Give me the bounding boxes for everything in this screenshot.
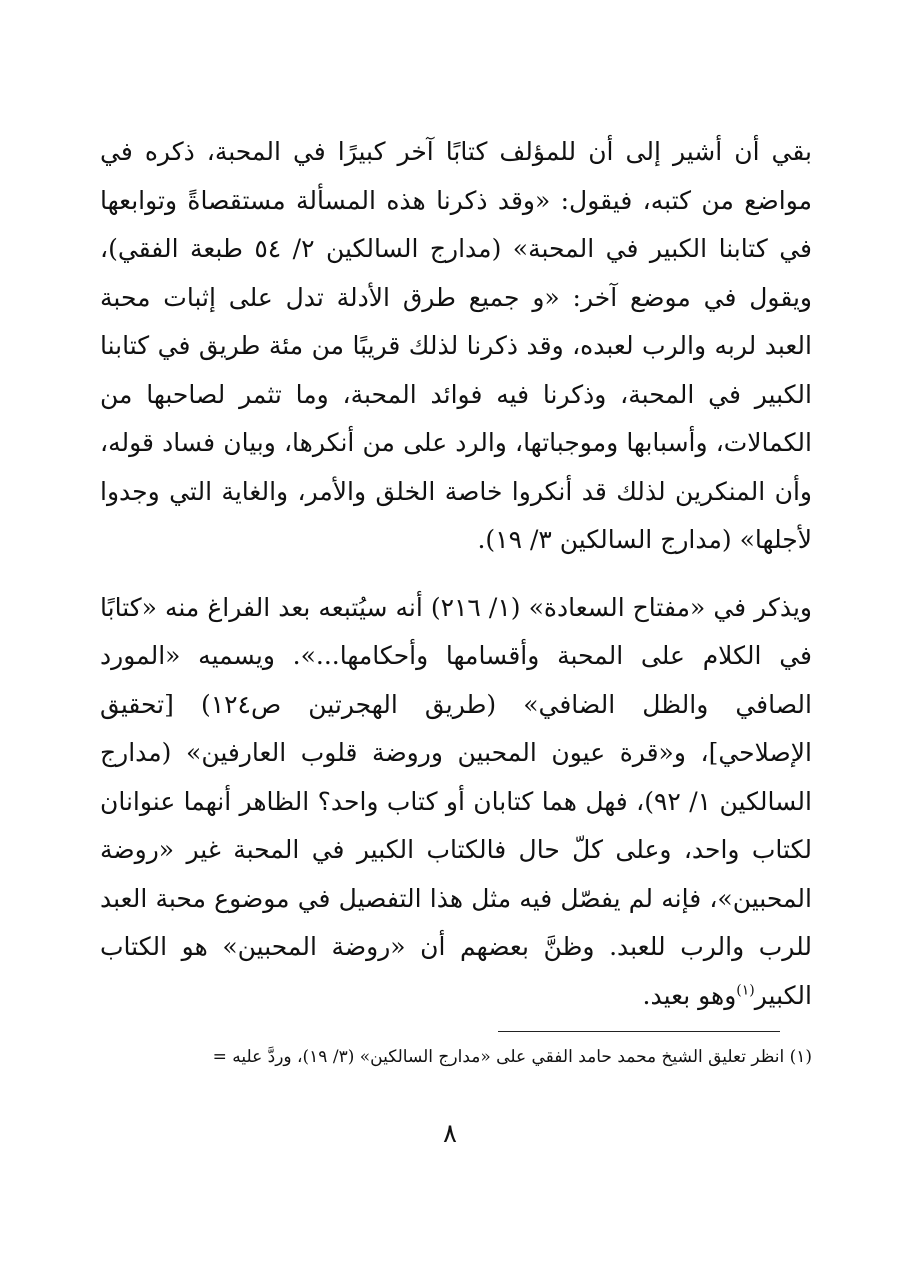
footnote-reference: (١)	[736, 982, 755, 999]
paragraph-1: بقي أن أشير إلى أن للمؤلف كتابًا آخر كبيرًا في المحبة، ذكره في مواضع من كتبه، فيقول: «وقد ذكرنا هذه المسألة مستقصاةً وتوابعها في كتابنا الكبير في المحبة» (مدارج السالكين ٢/ ٥٤ طبعة الفقي)، ويقول في موضع آخر: «و جميع طرق الأدلة تدل على إثبات محبة العبد لربه والرب لعبده، وقد ذكرنا لذلك قريبًا من مئة طريق في كتابنا الكبير في المحبة، وذكرنا فيه فوائد المحبة، وما تثمر لصاحبها من الكمالات، وأسبابها وموجباتها، والرد على من أنكرها، وبيان فساد قوله، وأن المنكرين لذلك قد أنكروا خاصة الخلق والأمر، والغاية التي وجدوا لأجلها» (مدارج السالكين ٣/ ١٩).	[100, 137, 812, 554]
paragraph-2-tail: وهو بعيد.	[642, 980, 737, 1010]
page-number: ٨	[443, 1119, 457, 1149]
paragraph-2-text: ويذكر في «مفتاح السعادة» (١/ ٢١٦) أنه سيُتبعه بعد الفراغ منه «كتابًا في الكلام على المحبة وأقسامها وأحكامها...». ويسميه «المورد الصافي والظل الضافي» (طريق الهجرتين ص١٢٤) [تحقيق الإصلاحي]، و«قرة عيون المحبين وروضة قلوب العارفين» (مدارج السالكين ١/ ٩٢)، فهل هما كتابان أو كتاب واحد؟ الظاهر أنهما عنوانان لكتاب واحد، وعلى كلّ حال فالكتاب الكبير في المحبة غير «روضة المحبين»، فإنه لم يفصّل فيه مثل هذا التفصيل في موضوع محبة العبد للرب والرب للعبد. وظنَّ بعضهم أن «روضة المحبين» هو الكتاب الكبير	[100, 592, 812, 1010]
main-text	[100, 128, 812, 1020]
paragraph-2	[100, 584, 812, 1021]
footnote-divider	[498, 1031, 780, 1032]
footnote: (١) انظر تعليق الشيخ محمد حامد الفقي على «مدارج السالكين» (٣/ ١٩)، وردَّ عليه =	[212, 1047, 812, 1067]
